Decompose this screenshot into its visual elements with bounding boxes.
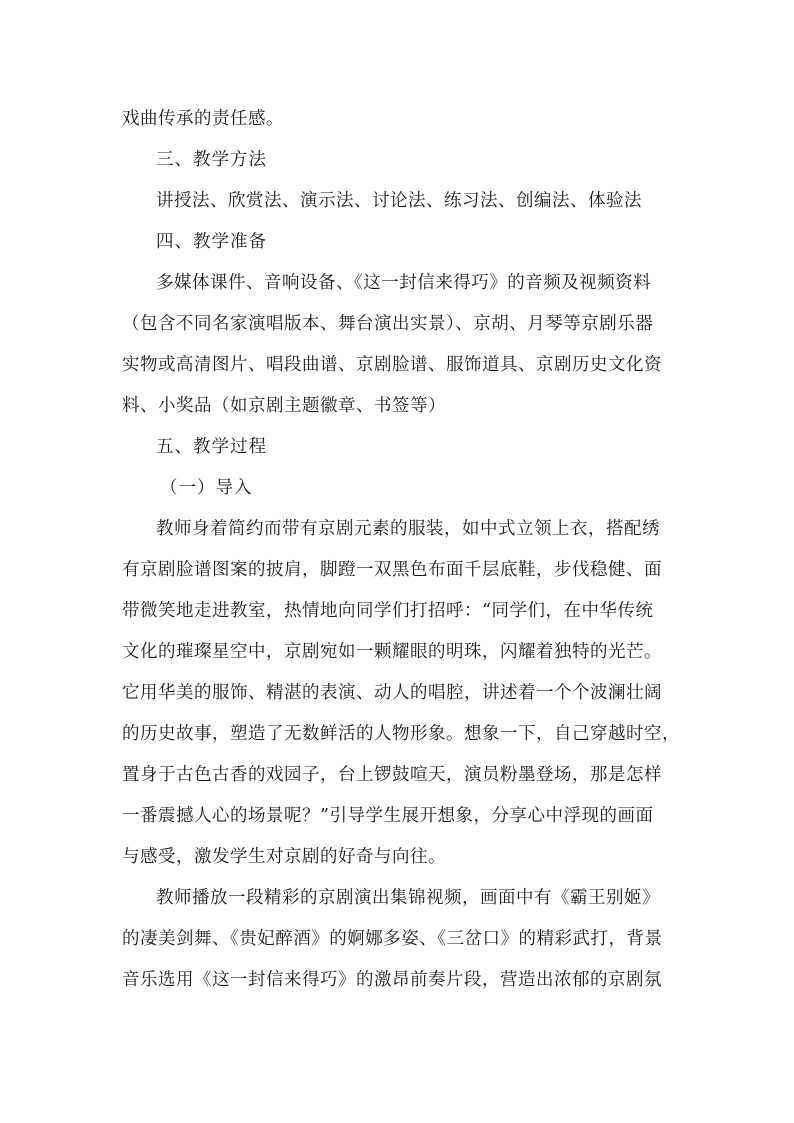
paragraph-line: 音乐选用《这一封信来得巧》的激昂前奏片段，营造出浓郁的京剧氛 — [122, 970, 662, 990]
paragraph-line: （包含不同名家演唱版本、舞台演出实景）、京胡、月琴等京剧乐器 — [122, 314, 654, 334]
paragraph-line: 的凄美剑舞、《贵妃醉酒》的婀娜多姿、《三岔口》的精彩武打，背景 — [122, 929, 663, 949]
paragraph-line: 多媒体课件、音响设备、《这一封信来得巧》的音频及视频资料 — [156, 273, 652, 293]
paragraph-line: 的历史故事，塑造了无数鲜活的人物形象。想象一下，自己穿越时空， — [122, 724, 680, 744]
paragraph-line: 讲授法、欣赏法、演示法、讨论法、练习法、创编法、体验法 — [156, 191, 642, 211]
section-heading-teaching-process: 五、教学过程 — [156, 437, 267, 457]
paragraph-line: 一番震撼人心的场景呢？”引导学生展开想象，分享心中浮现的画面 — [122, 806, 654, 826]
paragraph-line: 实物或高清图片、唱段曲谱、京剧脸谱、服饰道具、京剧历史文化资 — [122, 355, 662, 375]
paragraph-line: 料、小奖品（如京剧主题徽章、书签等） — [122, 396, 446, 416]
paragraph-line: 带微笑地走进教室，热情地向同学们打招呼：“同学们，在中华传统 — [122, 601, 654, 621]
paragraph-line: 置身于古色古香的戏园子，台上锣鼓喧天，演员粉墨登场，那是怎样 — [122, 765, 662, 785]
section-heading-teaching-preparation: 四、教学准备 — [156, 232, 267, 252]
paragraph-line: 有京剧脸谱图案的披肩，脚蹬一双黑色布面千层底鞋，步伐稳健、面 — [122, 560, 662, 580]
paragraph-line: 文化的璀璨星空中，京剧宛如一颗耀眼的明珠，闪耀着独特的光芒。 — [122, 642, 662, 662]
paragraph-line: 它用华美的服饰、精湛的表演、动人的唱腔，讲述着一个个波澜壮阔 — [122, 683, 662, 703]
section-heading-teaching-methods: 三、教学方法 — [156, 150, 267, 170]
paragraph-line: 教师播放一段精彩的京剧演出集锦视频，画面中有《霸王别姬》 — [156, 888, 660, 908]
paragraph-line: 戏曲传承的责任感。 — [122, 109, 284, 129]
subsection-heading-introduction: （一）导入 — [160, 478, 253, 498]
paragraph-line: 教师身着简约而带有京剧元素的服装，如中式立领上衣，搭配绣 — [156, 519, 660, 539]
paragraph-line: 与感受，激发学生对京剧的好奇与向往。 — [122, 847, 446, 867]
